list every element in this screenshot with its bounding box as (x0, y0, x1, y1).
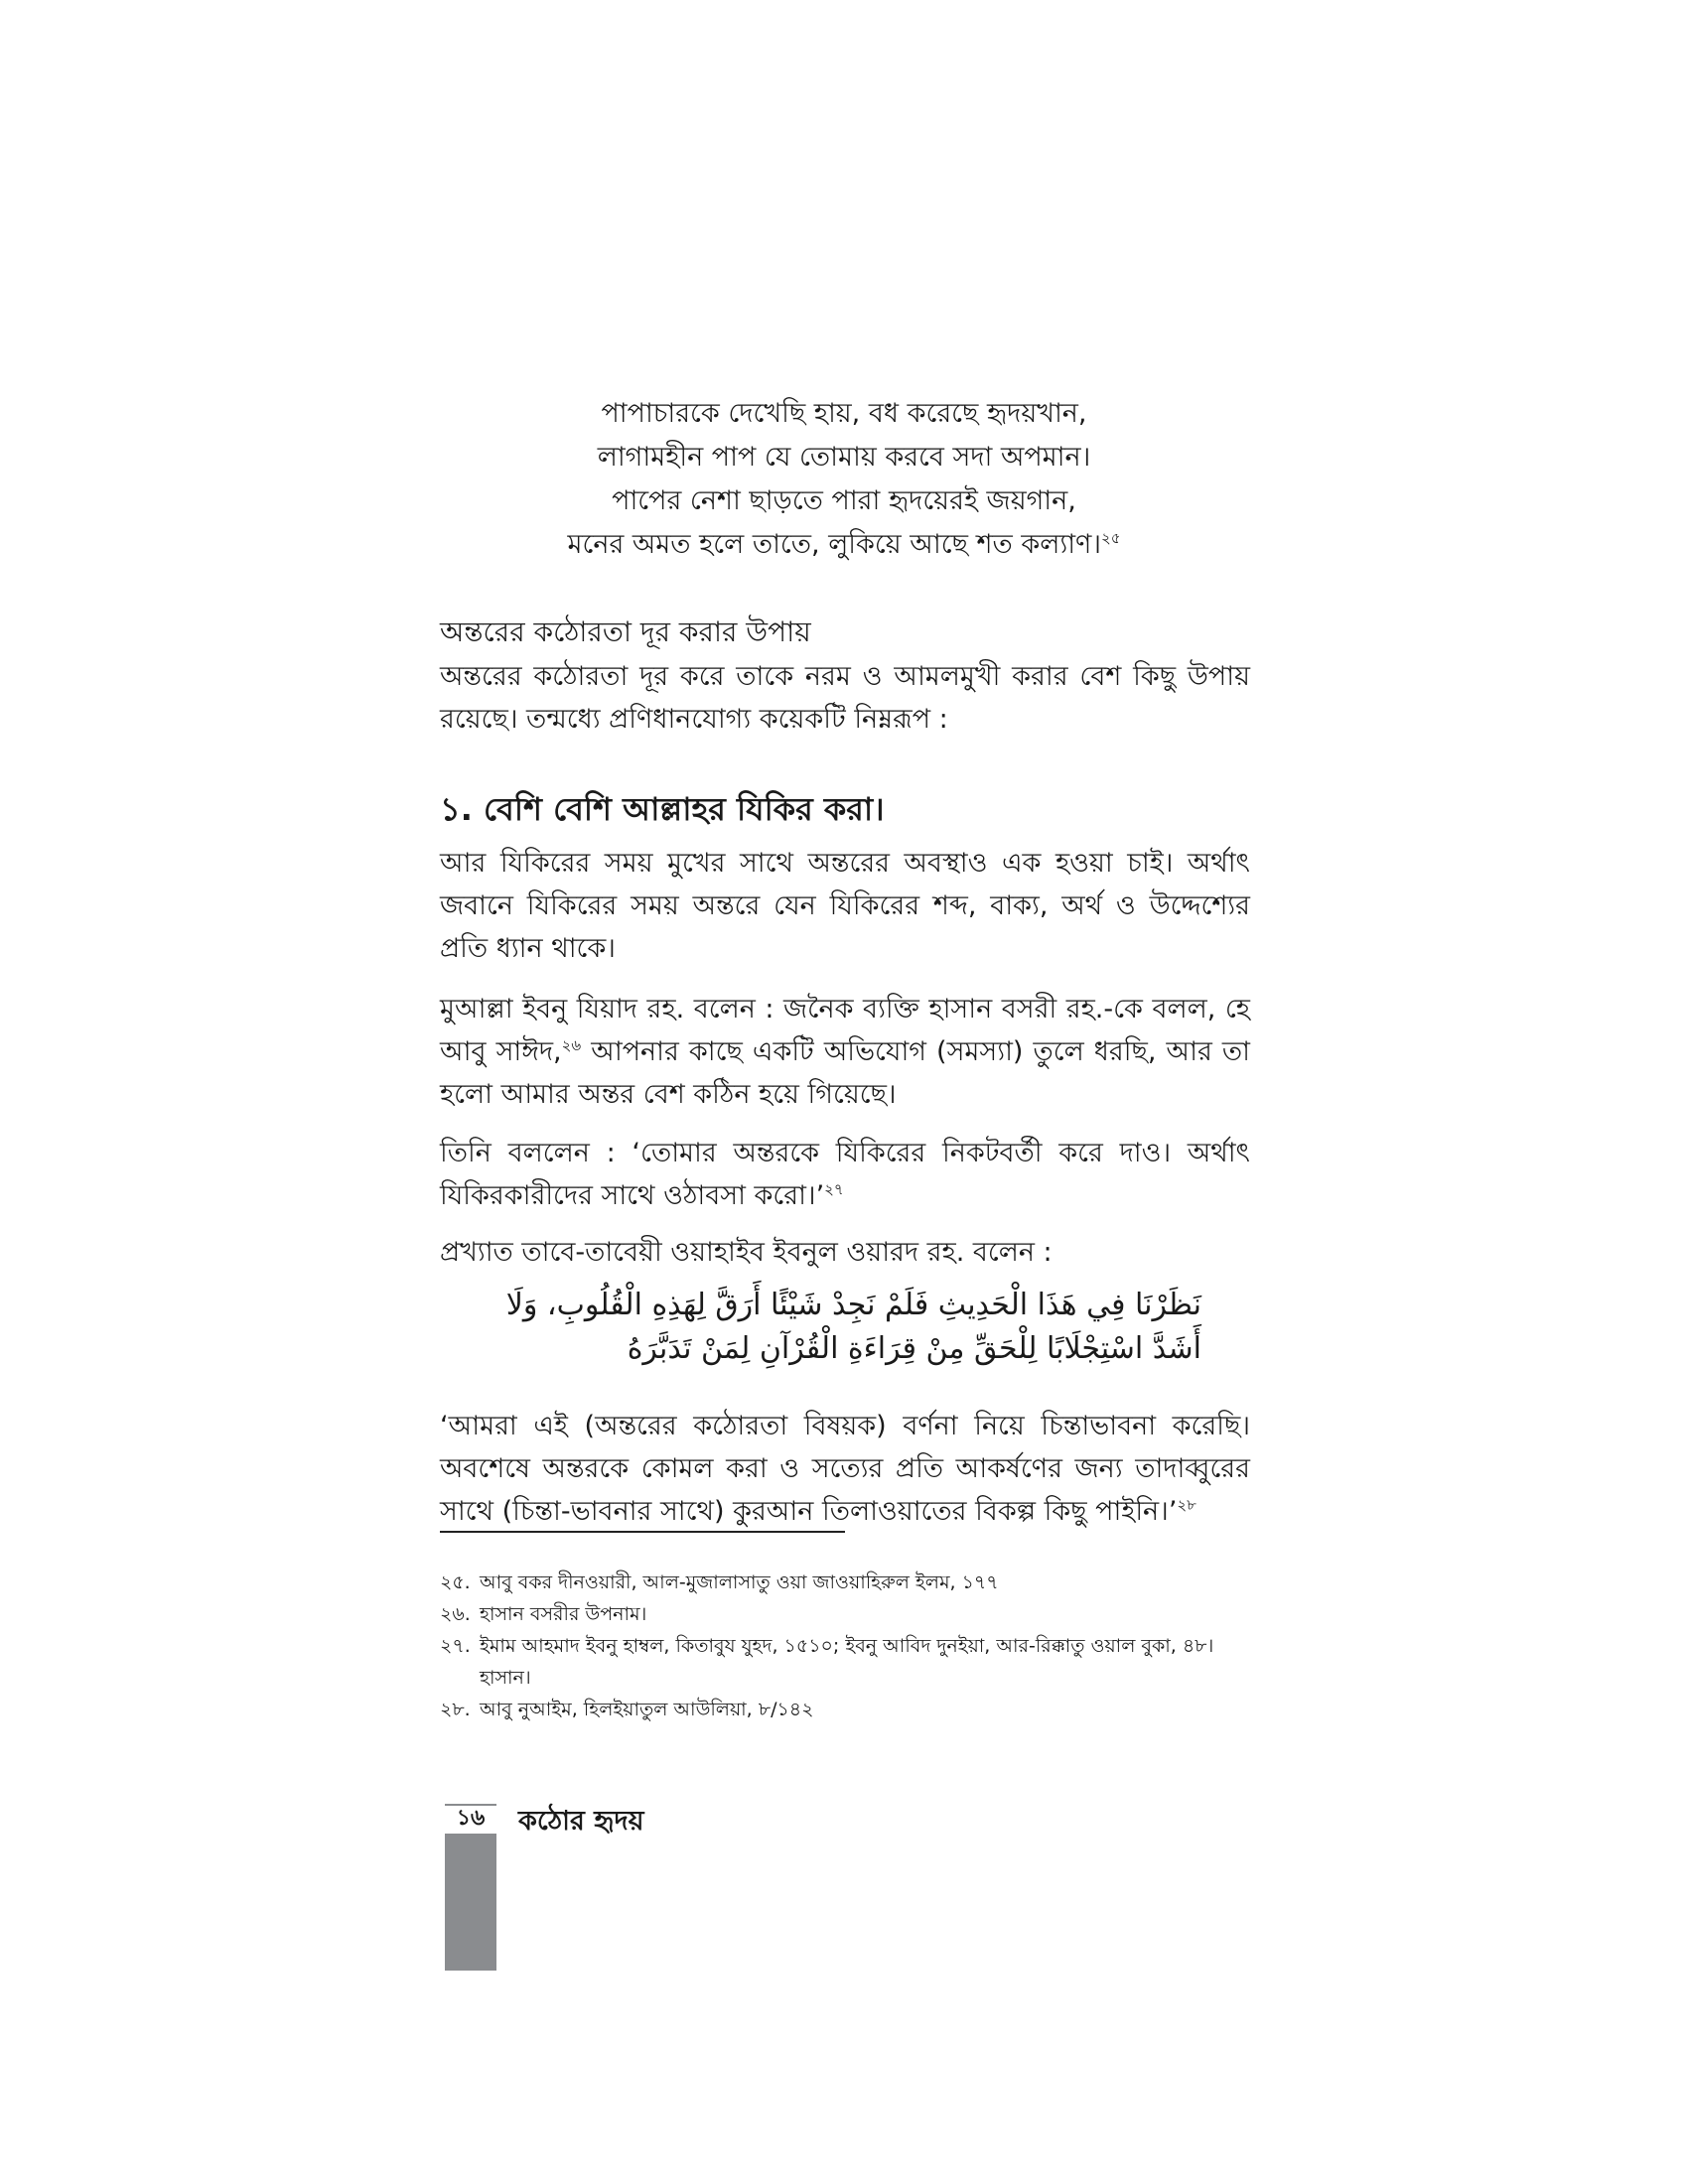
footnote-number: ২৭. (440, 1635, 471, 1657)
arabic-quote (467, 1284, 1201, 1371)
paragraph-text: তিনি বললেন : ‘তোমার অন্তরকে যিকিরের নিকটবর্তী করে দাও। অর্থাৎ যিকিরকারীদের সাথে ওঠাবসা করো।’ (440, 1138, 1250, 1211)
footnote-ref: ২৫ (1101, 529, 1121, 547)
poem-line-text: মনের অমত হলে তাতে, লুকিয়ে আছে শত কল্যাণ। (567, 529, 1102, 560)
footnote-item (440, 1630, 1250, 1694)
footnote-ref: ২৬ (561, 1036, 582, 1054)
footnotes (440, 1567, 1250, 1725)
running-title: কঠোর হৃদয় (518, 1806, 644, 1837)
footnote-item (440, 1567, 1250, 1598)
footnote-divider (440, 1531, 845, 1533)
paragraph (440, 988, 1250, 1116)
poem-line: লাগামহীন পাপ যে তোমায় করবে সদা অপমান। (597, 442, 1091, 473)
footnote-ref: ২৭ (824, 1180, 844, 1198)
point-title: ১. বেশি বেশি আল্লাহর যিকির করা। (440, 790, 885, 828)
paragraph-text: ‘আমরা এই (অন্তরের কঠোরতা বিষয়ক) বর্ণনা নিয়ে চিন্তাভাবনা করেছি। অবশেষে অন্তরকে কোমল করা ও সত্যের প্রতি আকর্ষণের জন্য তাদাব্বুরের সাথে (চিন্তা-ভাবনার সাথে) কুরআন তিলাওয়াতের বিকল্প কিছু পাইনি।’ (440, 1411, 1250, 1527)
paragraph (440, 1405, 1250, 1533)
footnote-number: ২৬. (440, 1603, 471, 1625)
paragraph (440, 1132, 1250, 1217)
poem-block (437, 392, 1251, 567)
page-number: ১৬ (445, 1804, 496, 1834)
arabic-line: أَشَدَّ اسْتِجْلَابًا لِلْحَقِّ مِنْ قِرَاءَةِ الْقُرْآنِ لِمَنْ تَدَبَّرَهُ (627, 1331, 1201, 1366)
poem-line: পাপের নেশা ছাড়তে পারা হৃদয়েরই জয়গান, (612, 485, 1076, 516)
footnote-number: ২৫. (440, 1571, 471, 1593)
paragraph: আর যিকিরের সময় মুখের সাথে অন্তরের অবস্থাও এক হওয়া চাই। অর্থাৎ জবানে যিকিরের সময় অন্তরে যেন যিকিরের শব্দ, বাক্য, অর্থ ও উদ্দেশ্যের প্রতি ধ্যান থাকে। (440, 848, 1250, 964)
poem-line (437, 523, 1251, 567)
section-intro: অন্তরের কঠোরতা দূর করে তাকে নরম ও আমলমুখী করার বেশ কিছু উপায় রয়েছে। তন্মধ্যে প্রণিধানযোগ্য কয়েকটি নিম্নরূপ : (440, 661, 1250, 735)
section-heading: অন্তরের কঠোরতা দূর করার উপায় (440, 615, 811, 648)
footnote-item (440, 1694, 1250, 1725)
footnote-text: ইমাম আহমাদ ইবনু হাম্বল, কিতাবুয যুহদ, ১৫১০; ইবনু আবিদ দুনইয়া, আর-রিক্কাতু ওয়াল বুকা, ৪৮। হাসান। (480, 1635, 1214, 1689)
paragraph-text: মুআল্লা ইবনু যিয়াদ রহ. বলেন : জনৈক ব্যক্তি হাসান বসরী রহ.-কে বলল, হে আবু সাঈদ, (440, 994, 1250, 1067)
paragraph: প্রখ্যাত তাবে-তাবেয়ী ওয়াহাইব ইবনুল ওয়ারদ রহ. বলেন : (440, 1237, 1053, 1268)
footnote-number: ২৮. (440, 1699, 471, 1720)
arabic-line: نَظَرْنَا فِي هَذَا الْحَدِيثِ فَلَمْ نَجِدْ شَيْئًا أَرَقَّ لِهَذِهِ الْقُلُوبِ، وَلَا (505, 1288, 1201, 1322)
footnote-text: আবু নুআইম, হিলইয়াতুল আউলিয়া, ৮/১৪২ (480, 1699, 814, 1720)
paragraph-text: আপনার কাছে একটি অভিযোগ (সমস্যা) তুলে ধরছি, আর তা হলো আমার অন্তর বেশ কঠিন হয়ে গিয়েছে। (440, 1036, 1251, 1110)
poem-line: পাপাচারকে দেখেছি হায়, বধ করেছে হৃদয়খান, (601, 398, 1087, 429)
footer-bar (445, 1822, 496, 1971)
footnote-text: আবু বকর দীনওয়ারী, আল-মুজালাসাতু ওয়া জাওয়াহিরুল ইলম, ১৭৭ (480, 1571, 999, 1593)
footnote-item (440, 1598, 1250, 1630)
footnote-text: হাসান বসরীর উপনাম। (480, 1603, 647, 1625)
footnote-ref: ২৮ (1177, 1496, 1196, 1514)
